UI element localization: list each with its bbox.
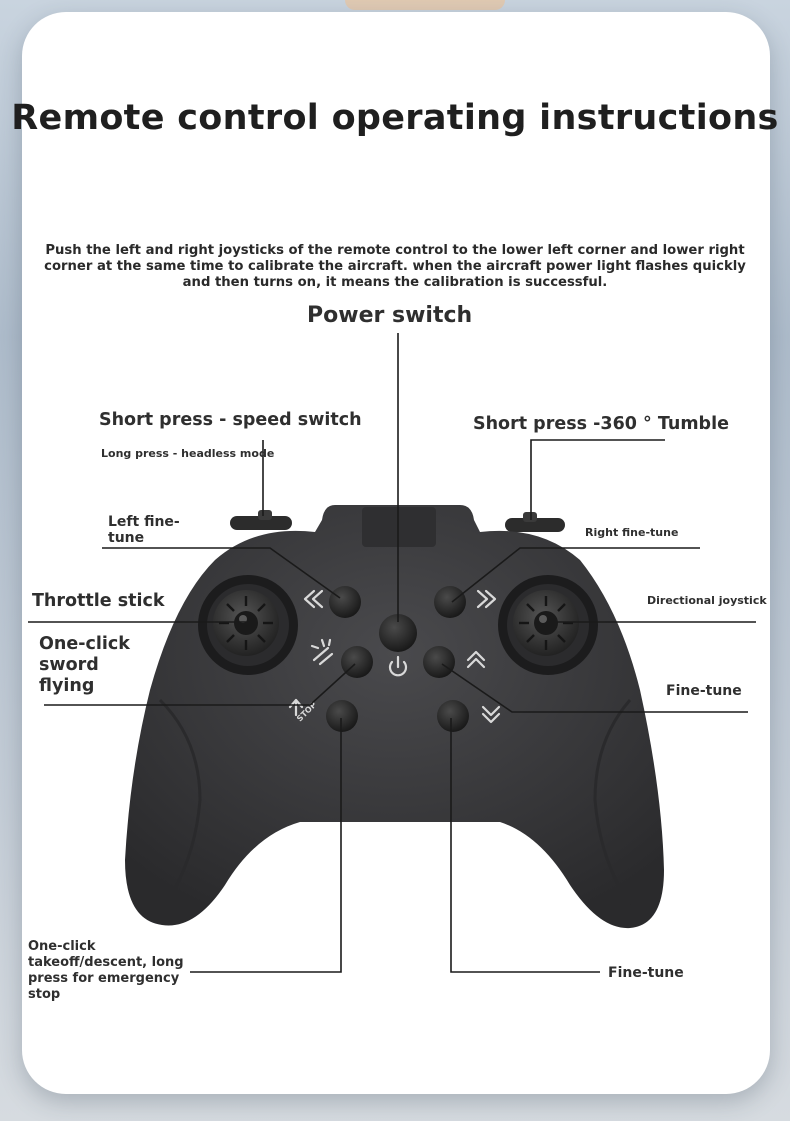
directional-joystick-label: Directional joystick: [647, 594, 767, 607]
left-shoulder-nub: [258, 510, 272, 520]
throttle-stick[interactable]: [198, 575, 298, 675]
power-button[interactable]: [379, 614, 417, 652]
sword-flying-label: One-click sword flying: [39, 634, 130, 696]
speed-switch-label: Short press - speed switch: [99, 410, 362, 430]
fine-tune-bottom-label: Fine-tune: [608, 965, 684, 981]
stop-icon-text: STOP: [295, 700, 319, 724]
takeoff-descent-label: One-click takeoff/descent, long press for emergency stop: [28, 939, 184, 1002]
controller-body: [125, 505, 664, 928]
calibration-instructions: Push the left and right joysticks of the remote control to the lower left corner and lower right corner at the same time to calibrate the aircraft. when the aircraft power light flashes quickly and then turns on, it means the calibration is successful.: [44, 243, 746, 290]
power-switch-label: Power switch: [307, 303, 473, 328]
right-fine-tune-button[interactable]: [434, 586, 466, 618]
right-shoulder-nub: [523, 512, 537, 522]
left-fine-tune-button[interactable]: [329, 586, 361, 618]
headless-mode-label: Long press - headless mode: [101, 447, 275, 460]
fine-tune-up-button[interactable]: [423, 646, 455, 678]
takeoff-descent-button[interactable]: [326, 700, 358, 732]
left-fine-tune-label: Left fine-tune: [108, 514, 180, 547]
top-panel: [362, 507, 436, 547]
sword-flying-button[interactable]: [341, 646, 373, 678]
directional-joystick[interactable]: [498, 575, 598, 675]
throttle-stick-label: Throttle stick: [32, 591, 165, 611]
fine-tune-down-button[interactable]: [437, 700, 469, 732]
page-title: Remote control operating instructions: [11, 98, 779, 138]
fine-tune-right-label: Fine-tune: [666, 683, 742, 699]
right-fine-tune-label: Right fine-tune: [585, 526, 679, 539]
tumble-label: Short press -360 ° Tumble: [473, 414, 729, 434]
